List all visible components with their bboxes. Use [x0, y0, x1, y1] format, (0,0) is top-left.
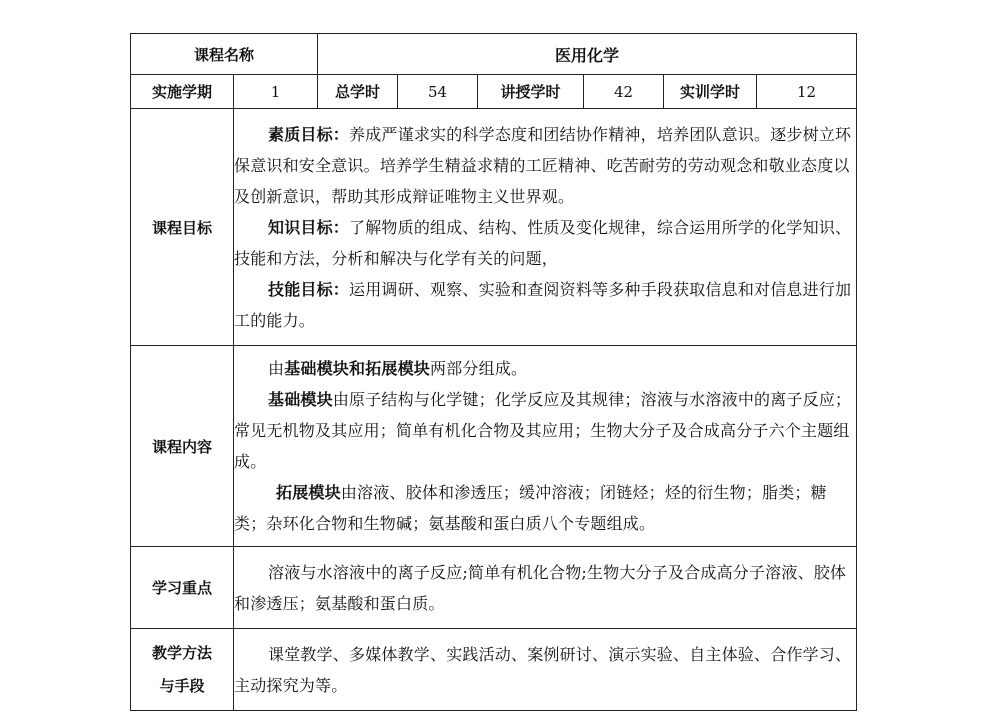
objectives-row	[131, 109, 857, 346]
content-body	[234, 346, 857, 547]
term-value: 1	[234, 75, 318, 109]
course-name-value: 医用化学	[318, 34, 857, 75]
course-name-row	[131, 34, 857, 75]
focus-label: 学习重点	[131, 547, 234, 629]
methods-text: 课堂教学、多媒体教学、实践活动、案例研讨、演示实验、自主体验、合作学习、主动探究为等。	[234, 644, 852, 695]
term-label: 实施学期	[131, 75, 234, 109]
knowledge-objective-head: 知识目标：	[268, 217, 350, 237]
basic-module	[234, 384, 856, 477]
skill-objective-text: 运用调研、观察、实验和查阅资料等多种手段获取信息和对信息进行加工的能力。	[234, 279, 852, 330]
quality-objective-text: 养成严谨求实的科学态度和团结协作精神，培养团队意识。逐步树立环保意识和安全意识。培养学生精益求精的工匠精神、吃苦耐劳的劳动观念和敬业态度以及创新意识，帮助其形成辩证唯物主义世界观。	[234, 124, 852, 206]
extension-module	[234, 477, 856, 539]
focus-row	[131, 547, 857, 629]
content-intro-post: 两部分组成。	[430, 359, 528, 378]
practice-hours-value: 12	[757, 75, 857, 109]
total-hours-label: 总学时	[318, 75, 398, 109]
content-intro-bold: 基础模块和拓展模块	[284, 359, 431, 378]
content-intro	[234, 353, 856, 384]
total-hours-value: 54	[398, 75, 478, 109]
focus-content	[234, 547, 857, 629]
methods-content	[234, 629, 857, 711]
quality-objective-head: 素质目标：	[268, 124, 350, 144]
lecture-hours-label: 讲授学时	[478, 75, 584, 109]
extension-module-text: 由溶液、胶体和渗透压；缓冲溶液；闭链烃；烃的衍生物；脂类；糖类；杂环化合物和生物碱；氨基酸和蛋白质八个专题组成。	[234, 483, 827, 533]
content-row	[131, 346, 857, 547]
content-intro-pre: 由	[268, 359, 285, 378]
knowledge-objective	[234, 212, 856, 274]
objectives-content	[234, 109, 857, 346]
basic-module-head: 基础模块	[268, 390, 333, 409]
focus-text: 溶液与水溶液中的离子反应;简单有机化合物;生物大分子及合成高分子溶液、胶体和渗透压；氨基酸和蛋白质。	[234, 562, 847, 613]
objectives-label: 课程目标	[131, 109, 234, 346]
methods-label	[131, 629, 234, 711]
content-label: 课程内容	[131, 346, 234, 547]
basic-module-text: 由原子结构与化学键；化学反应及其规律；溶液与水溶液中的离子反应；常见无机物及其应用；简单有机化合物及其应用；生物大分子及合成高分子六个主题组成。	[234, 390, 852, 471]
quality-objective	[234, 119, 856, 212]
lecture-hours-value: 42	[584, 75, 664, 109]
skill-objective	[234, 274, 856, 336]
methods-label-line2: 与手段	[159, 676, 205, 695]
course-name-label: 课程名称	[131, 34, 318, 75]
practice-hours-label: 实训学时	[664, 75, 757, 109]
hours-row	[131, 75, 857, 109]
methods-label-line1: 教学方法	[151, 643, 212, 662]
extension-module-head: 拓展模块	[276, 483, 341, 502]
course-info-table	[130, 33, 857, 711]
methods-row	[131, 629, 857, 711]
skill-objective-head: 技能目标：	[268, 279, 350, 299]
knowledge-objective-text: 了解物质的组成、结构、性质及变化规律，综合运用所学的化学知识、技能和方法，分析和解决与化学有关的问题，	[234, 217, 852, 268]
